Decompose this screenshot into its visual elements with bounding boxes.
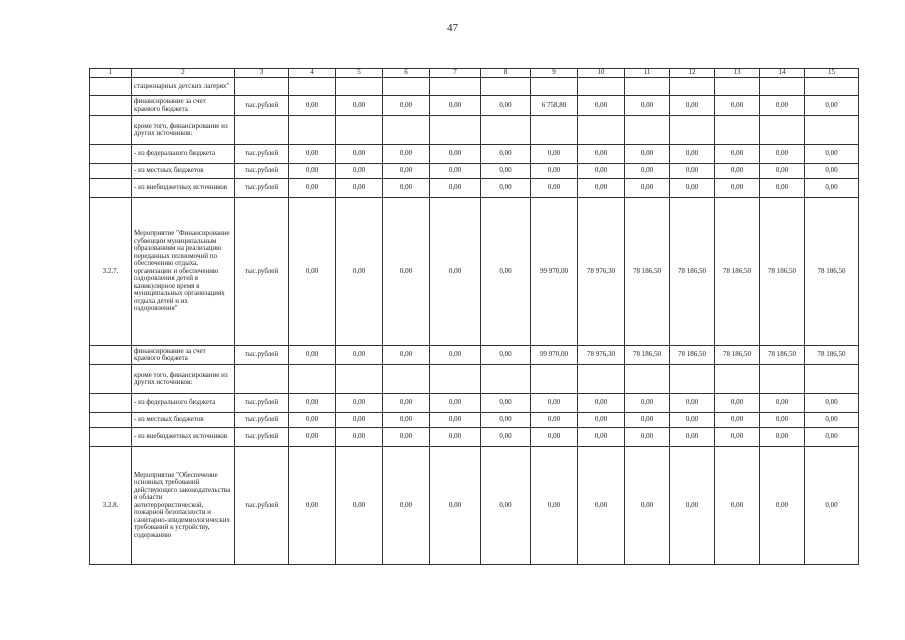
column-number: 8 (481, 69, 531, 78)
value-cell: 0,00 (625, 394, 670, 413)
value-cell: 0,00 (625, 447, 670, 565)
value-cell (715, 78, 760, 96)
value-cell: 0,00 (481, 346, 531, 365)
value-cell: 0,00 (336, 346, 383, 365)
value-cell: 0,00 (383, 447, 430, 565)
value-cell (336, 116, 383, 145)
value-cell: 0,00 (336, 164, 383, 179)
value-cell: 0,00 (670, 413, 715, 428)
column-number: 4 (289, 69, 336, 78)
column-number: 7 (430, 69, 481, 78)
table-row (90, 413, 859, 428)
value-cell (289, 116, 336, 145)
value-cell: 0,00 (383, 179, 430, 198)
value-cell (531, 116, 578, 145)
row-code (90, 413, 132, 428)
column-number: 15 (805, 69, 859, 78)
value-cell: 0,00 (578, 413, 625, 428)
column-number: 10 (578, 69, 625, 78)
table-row (90, 78, 859, 96)
value-cell: 0,00 (531, 428, 578, 447)
value-cell: 0,00 (715, 428, 760, 447)
value-cell (715, 365, 760, 394)
value-cell: 99 970,00 (531, 198, 578, 346)
value-cell (481, 116, 531, 145)
value-cell (383, 116, 430, 145)
row-name: - из местных бюджетов (132, 164, 235, 179)
value-cell: 0,00 (430, 428, 481, 447)
row-unit (235, 116, 289, 145)
value-cell (715, 116, 760, 145)
value-cell: 0,00 (625, 164, 670, 179)
value-cell: 99 970,00 (531, 346, 578, 365)
value-cell (670, 78, 715, 96)
row-unit: тыс.рублей (235, 145, 289, 164)
value-cell: 0,00 (805, 447, 859, 565)
row-name: - из федерального бюджета (132, 145, 235, 164)
value-cell: 78 976,30 (578, 346, 625, 365)
value-cell (430, 78, 481, 96)
table-row (90, 365, 859, 394)
value-cell: 0,00 (289, 145, 336, 164)
value-cell: 0,00 (760, 428, 805, 447)
value-cell: 0,00 (289, 164, 336, 179)
value-cell (430, 365, 481, 394)
value-cell: 0,00 (430, 346, 481, 365)
value-cell: 0,00 (383, 164, 430, 179)
value-cell: 0,00 (578, 428, 625, 447)
row-name: Мероприятие "Обеспечение основных требований действующего законодательства в области антитеррористической, пожарной безопасности и санитарно-эпидемиологических требований к устройству, содержанию (132, 447, 235, 565)
row-name: финансирование за счет краевого бюджета (132, 96, 235, 116)
value-cell: 0,00 (670, 145, 715, 164)
value-cell: 0,00 (383, 198, 430, 346)
value-cell (578, 365, 625, 394)
value-cell: 0,00 (336, 179, 383, 198)
value-cell: 0,00 (430, 413, 481, 428)
value-cell: 0,00 (531, 413, 578, 428)
value-cell: 0,00 (289, 198, 336, 346)
table-row (90, 447, 859, 565)
row-code (90, 96, 132, 116)
table-row (90, 96, 859, 116)
value-cell: 0,00 (531, 145, 578, 164)
value-cell: 78 186,50 (625, 346, 670, 365)
value-cell: 0,00 (430, 394, 481, 413)
value-cell: 0,00 (481, 164, 531, 179)
value-cell: 0,00 (430, 198, 481, 346)
column-number: 9 (531, 69, 578, 78)
value-cell: 78 186,50 (715, 346, 760, 365)
value-cell: 0,00 (760, 394, 805, 413)
value-cell: 0,00 (336, 428, 383, 447)
value-cell (805, 116, 859, 145)
row-unit (235, 78, 289, 96)
row-unit: тыс.рублей (235, 164, 289, 179)
row-code (90, 365, 132, 394)
column-number: 14 (760, 69, 805, 78)
value-cell: 0,00 (805, 413, 859, 428)
value-cell: 0,00 (481, 394, 531, 413)
value-cell: 0,00 (760, 164, 805, 179)
row-name: стационарных детских лагерях" (132, 78, 235, 96)
value-cell: 0,00 (578, 447, 625, 565)
value-cell: 0,00 (805, 164, 859, 179)
column-number: 2 (132, 69, 235, 78)
row-code: 3.2.7. (90, 198, 132, 346)
value-cell (481, 365, 531, 394)
value-cell: 0,00 (336, 198, 383, 346)
value-cell: 78 976,30 (578, 198, 625, 346)
value-cell: 0,00 (481, 413, 531, 428)
value-cell (531, 365, 578, 394)
column-number: 13 (715, 69, 760, 78)
value-cell: 0,00 (578, 145, 625, 164)
value-cell: 0,00 (336, 145, 383, 164)
value-cell: 0,00 (715, 179, 760, 198)
row-code (90, 116, 132, 145)
value-cell: 78 186,50 (760, 346, 805, 365)
value-cell (430, 116, 481, 145)
row-code: 3.2.8. (90, 447, 132, 565)
column-number: 3 (235, 69, 289, 78)
value-cell (336, 365, 383, 394)
value-cell: 0,00 (670, 447, 715, 565)
row-code (90, 428, 132, 447)
value-cell: 0,00 (289, 394, 336, 413)
value-cell (625, 116, 670, 145)
value-cell (670, 116, 715, 145)
value-cell: 0,00 (383, 428, 430, 447)
value-cell: 0,00 (289, 447, 336, 565)
value-cell: 0,00 (430, 96, 481, 116)
row-unit: тыс.рублей (235, 179, 289, 198)
row-unit: тыс.рублей (235, 394, 289, 413)
row-name: кроме того, финансирование из других источников: (132, 116, 235, 145)
column-number: 5 (336, 69, 383, 78)
value-cell: 0,00 (289, 428, 336, 447)
value-cell (383, 78, 430, 96)
value-cell: 0,00 (805, 96, 859, 116)
value-cell: 0,00 (336, 413, 383, 428)
value-cell: 0,00 (715, 394, 760, 413)
table-row (90, 346, 859, 365)
value-cell: 0,00 (670, 96, 715, 116)
value-cell: 0,00 (760, 447, 805, 565)
value-cell: 0,00 (625, 145, 670, 164)
value-cell: 78 186,50 (760, 198, 805, 346)
value-cell (805, 365, 859, 394)
row-name: Мероприятие "Финансирование субвенции муниципальным образованиям на реализацию переданных полномочий по обеспечению отдыха, организации и обеспечению оздоровления детей в каникулярное время в муниципальных организациях отдыха детей и их оздоровления" (132, 198, 235, 346)
value-cell: 0,00 (336, 394, 383, 413)
row-unit (235, 365, 289, 394)
value-cell: 0,00 (336, 447, 383, 565)
table-row (90, 428, 859, 447)
value-cell: 0,00 (805, 428, 859, 447)
value-cell: 0,00 (289, 179, 336, 198)
table-row (90, 394, 859, 413)
table-row (90, 198, 859, 346)
value-cell: 78 186,50 (670, 346, 715, 365)
value-cell: 0,00 (289, 96, 336, 116)
row-code (90, 145, 132, 164)
value-cell (383, 365, 430, 394)
value-cell: 0,00 (531, 394, 578, 413)
value-cell: 0,00 (481, 428, 531, 447)
value-cell: 0,00 (289, 346, 336, 365)
value-cell: 0,00 (430, 447, 481, 565)
value-cell: 0,00 (715, 413, 760, 428)
value-cell (760, 116, 805, 145)
row-code (90, 164, 132, 179)
value-cell (625, 78, 670, 96)
column-number: 1 (90, 69, 132, 78)
value-cell: 0,00 (531, 164, 578, 179)
value-cell: 0,00 (715, 447, 760, 565)
row-unit: тыс.рублей (235, 428, 289, 447)
value-cell (289, 78, 336, 96)
row-code (90, 394, 132, 413)
value-cell: 0,00 (430, 179, 481, 198)
row-name: - из внебюджетных источников (132, 428, 235, 447)
value-cell: 0,00 (578, 96, 625, 116)
value-cell (625, 365, 670, 394)
value-cell: 0,00 (625, 179, 670, 198)
table-row (90, 164, 859, 179)
value-cell: 78 186,50 (715, 198, 760, 346)
value-cell: 0,00 (481, 145, 531, 164)
value-cell: 0,00 (670, 428, 715, 447)
value-cell: 0,00 (383, 96, 430, 116)
row-code (90, 78, 132, 96)
value-cell: 0,00 (670, 164, 715, 179)
value-cell: 0,00 (578, 179, 625, 198)
value-cell: 78 186,50 (670, 198, 715, 346)
value-cell: 0,00 (625, 428, 670, 447)
row-name: кроме того, финансирование из других источников: (132, 365, 235, 394)
value-cell: 0,00 (625, 96, 670, 116)
value-cell (336, 78, 383, 96)
value-cell: 0,00 (481, 179, 531, 198)
value-cell: 0,00 (430, 164, 481, 179)
row-name: - из федерального бюджета (132, 394, 235, 413)
value-cell: 0,00 (481, 96, 531, 116)
value-cell: 0,00 (383, 413, 430, 428)
row-unit: тыс.рублей (235, 96, 289, 116)
value-cell: 78 186,50 (625, 198, 670, 346)
row-unit: тыс.рублей (235, 447, 289, 565)
value-cell: 78 186,50 (805, 346, 859, 365)
column-number: 11 (625, 69, 670, 78)
column-number: 12 (670, 69, 715, 78)
row-name: финансирование за счет краевого бюджета (132, 346, 235, 365)
value-cell: 0,00 (578, 164, 625, 179)
row-unit: тыс.рублей (235, 346, 289, 365)
row-name: - из внебюджетных источников (132, 179, 235, 198)
value-cell: 0,00 (430, 145, 481, 164)
value-cell (805, 78, 859, 96)
value-cell: 0,00 (805, 145, 859, 164)
value-cell: 78 186,50 (805, 198, 859, 346)
value-cell: 0,00 (715, 96, 760, 116)
column-number: 6 (383, 69, 430, 78)
value-cell: 0,00 (383, 394, 430, 413)
row-code (90, 346, 132, 365)
value-cell: 0,00 (336, 96, 383, 116)
table-row (90, 116, 859, 145)
column-number-row (90, 69, 859, 78)
table-row (90, 179, 859, 198)
value-cell: 0,00 (531, 447, 578, 565)
value-cell: 0,00 (531, 179, 578, 198)
value-cell: 0,00 (670, 179, 715, 198)
value-cell: 0,00 (805, 179, 859, 198)
value-cell: 0,00 (760, 179, 805, 198)
row-code (90, 179, 132, 198)
value-cell: 6 758,80 (531, 96, 578, 116)
value-cell: 0,00 (383, 145, 430, 164)
value-cell (760, 78, 805, 96)
value-cell: 0,00 (760, 413, 805, 428)
value-cell: 0,00 (805, 394, 859, 413)
budget-table (89, 68, 859, 565)
value-cell (481, 78, 531, 96)
value-cell: 0,00 (481, 447, 531, 565)
row-name: - из местных бюджетов (132, 413, 235, 428)
value-cell: 0,00 (625, 413, 670, 428)
value-cell: 0,00 (578, 394, 625, 413)
value-cell (670, 365, 715, 394)
value-cell: 0,00 (715, 145, 760, 164)
value-cell: 0,00 (760, 145, 805, 164)
value-cell: 0,00 (760, 96, 805, 116)
value-cell (578, 116, 625, 145)
row-unit: тыс.рублей (235, 413, 289, 428)
row-unit: тыс.рублей (235, 198, 289, 346)
value-cell (578, 78, 625, 96)
table-row (90, 145, 859, 164)
value-cell: 0,00 (670, 394, 715, 413)
value-cell (760, 365, 805, 394)
value-cell (531, 78, 578, 96)
value-cell: 0,00 (481, 198, 531, 346)
value-cell: 0,00 (715, 164, 760, 179)
page-number: 47 (447, 22, 458, 34)
value-cell: 0,00 (383, 346, 430, 365)
value-cell: 0,00 (289, 413, 336, 428)
value-cell (289, 365, 336, 394)
